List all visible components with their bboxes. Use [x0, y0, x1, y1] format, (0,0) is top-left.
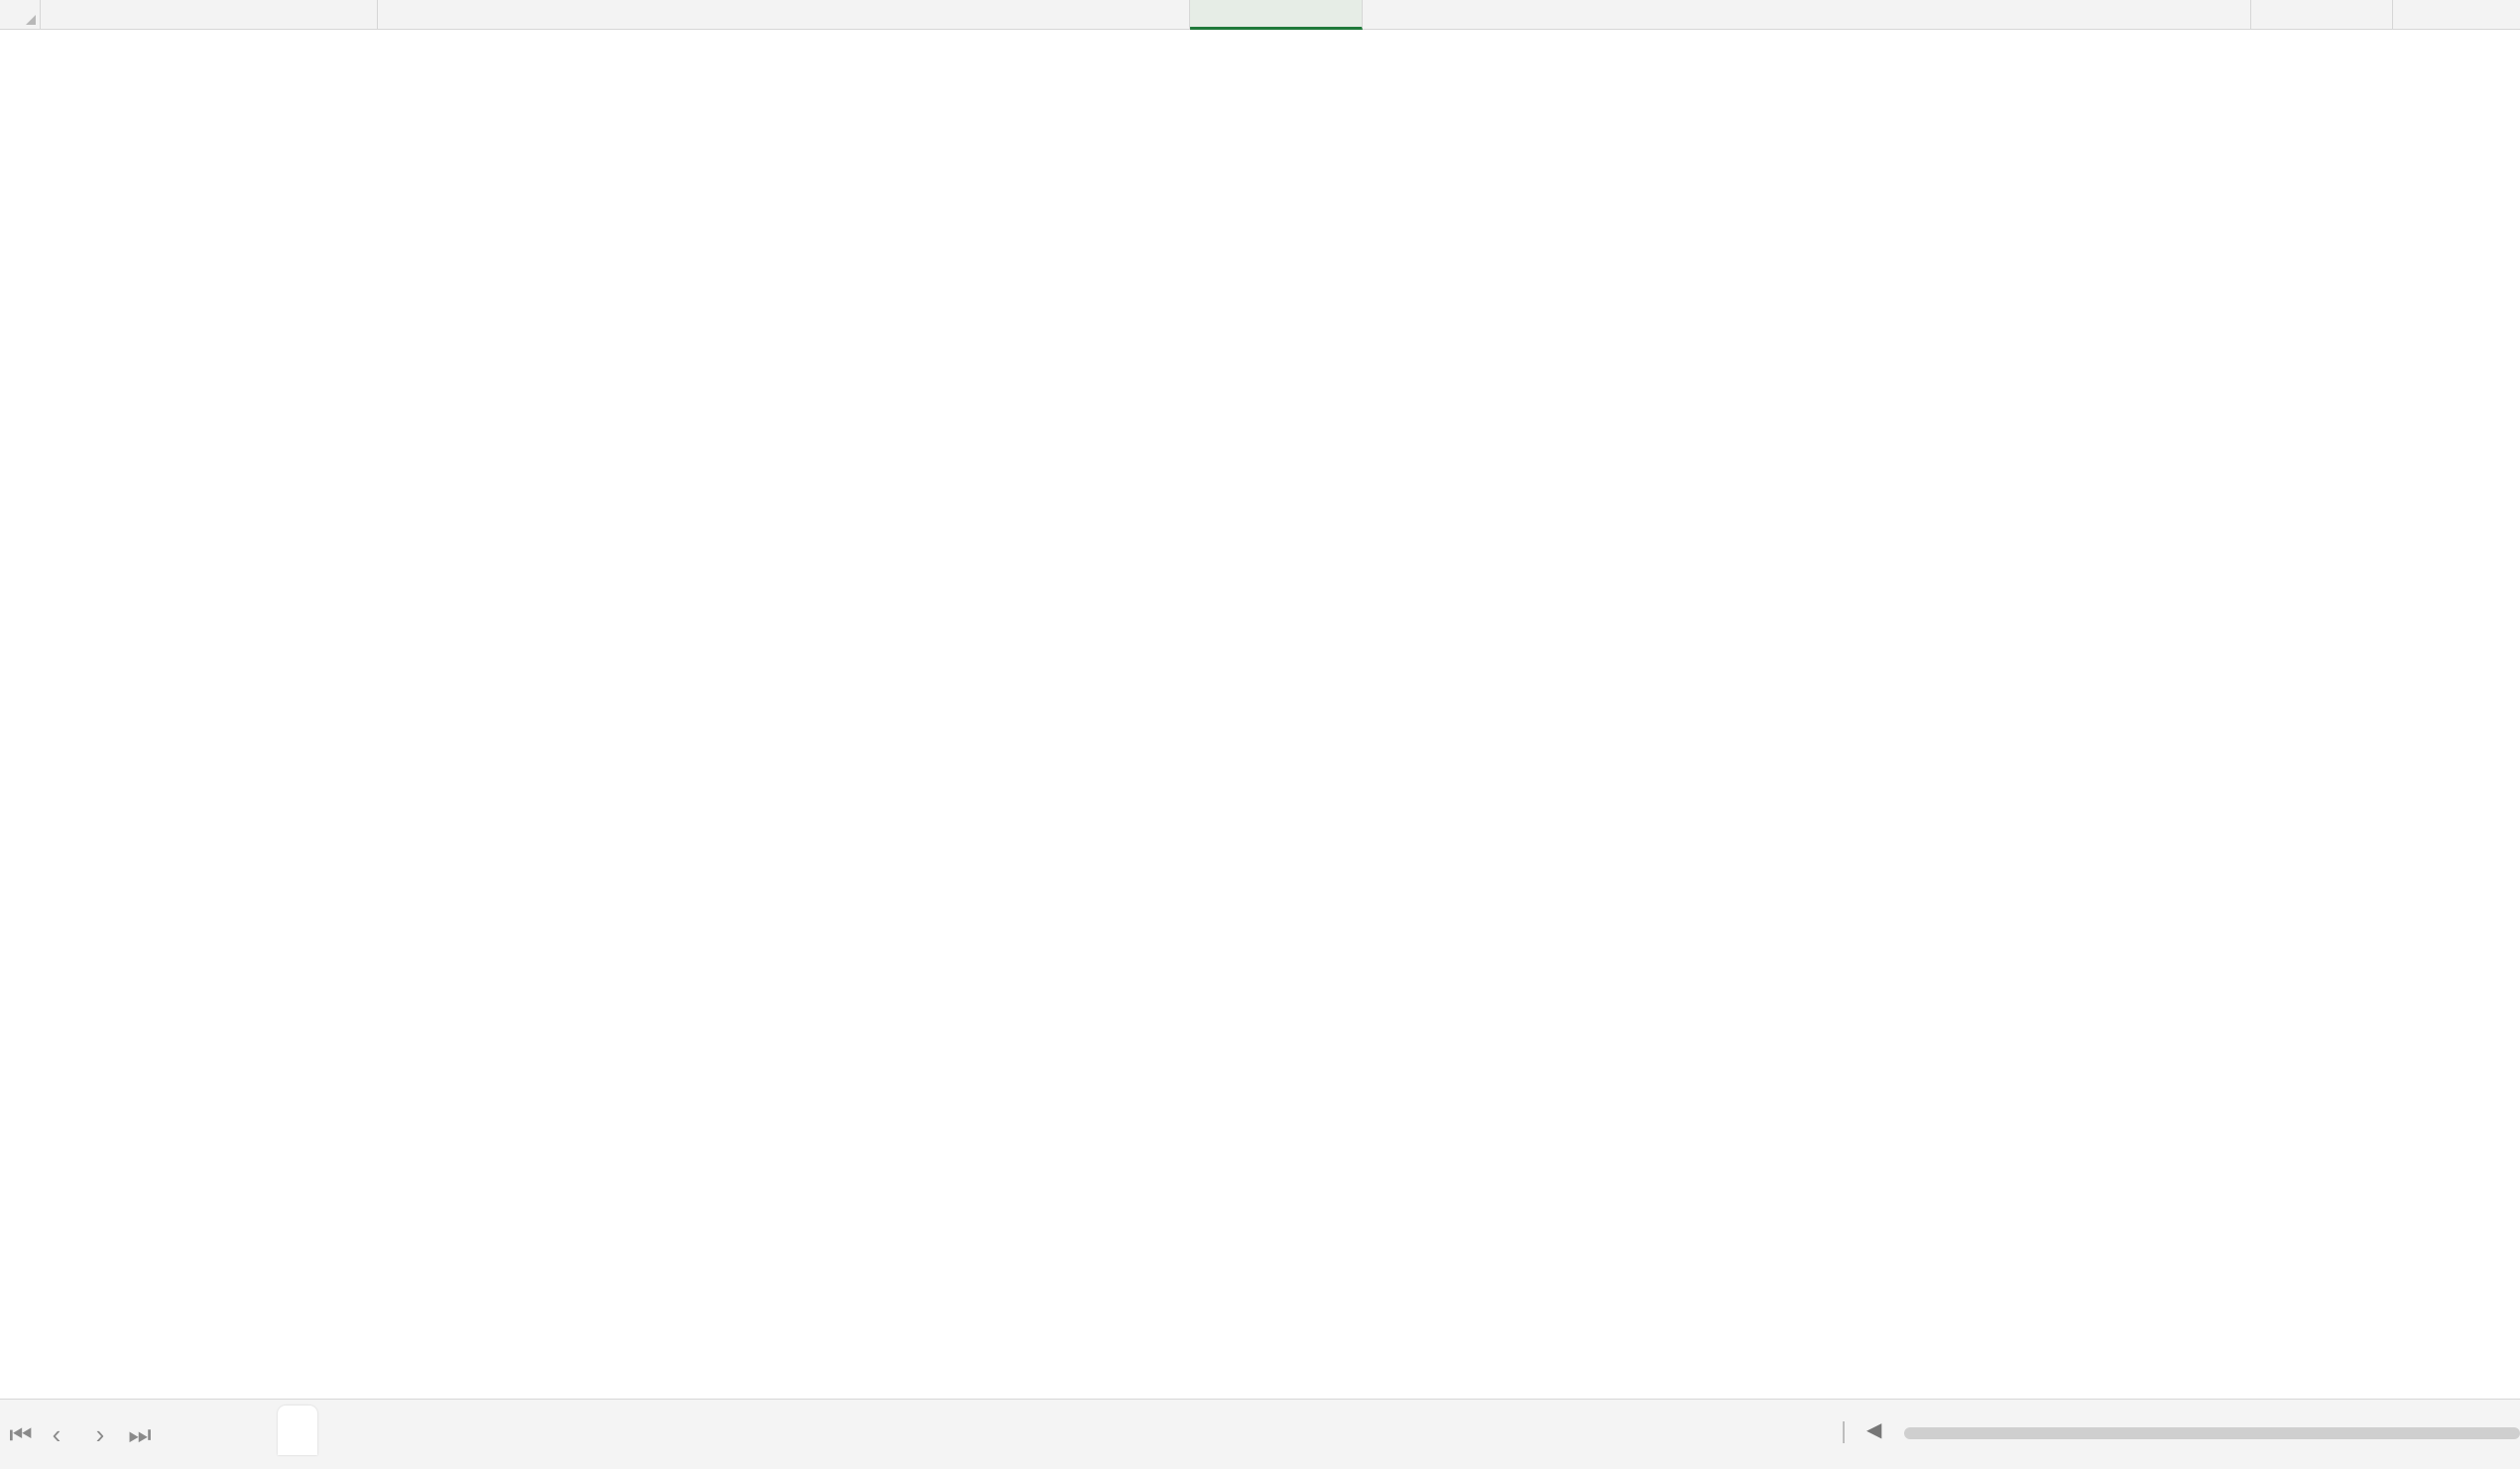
column-header-b[interactable]: [378, 0, 1190, 29]
sheet-tab-bar: [0, 1399, 2520, 1469]
column-header-c[interactable]: [1190, 0, 1363, 30]
sheet-tab-variable-description[interactable]: [278, 1406, 317, 1455]
sheet-tab-2021[interactable]: [175, 1406, 214, 1455]
first-sheet-icon[interactable]: ⏮: [9, 1419, 33, 1449]
last-sheet-icon[interactable]: ⏭: [128, 1419, 152, 1449]
next-sheet-icon[interactable]: ›: [95, 1419, 105, 1449]
column-header-a[interactable]: [40, 0, 378, 29]
column-header-d[interactable]: [1363, 0, 2251, 29]
column-header-e[interactable]: [2251, 0, 2393, 29]
tabbar-divider: [1843, 1421, 1845, 1443]
prev-sheet-icon[interactable]: ‹: [52, 1419, 61, 1449]
column-header-f[interactable]: [2393, 0, 2520, 29]
scroll-left-icon[interactable]: ◀: [1866, 1419, 1882, 1441]
horizontal-scrollbar[interactable]: [1904, 1427, 2520, 1439]
column-header-bar: [0, 0, 2520, 30]
sheet-grid[interactable]: [40, 29, 2520, 1399]
select-all-corner[interactable]: [0, 0, 41, 29]
